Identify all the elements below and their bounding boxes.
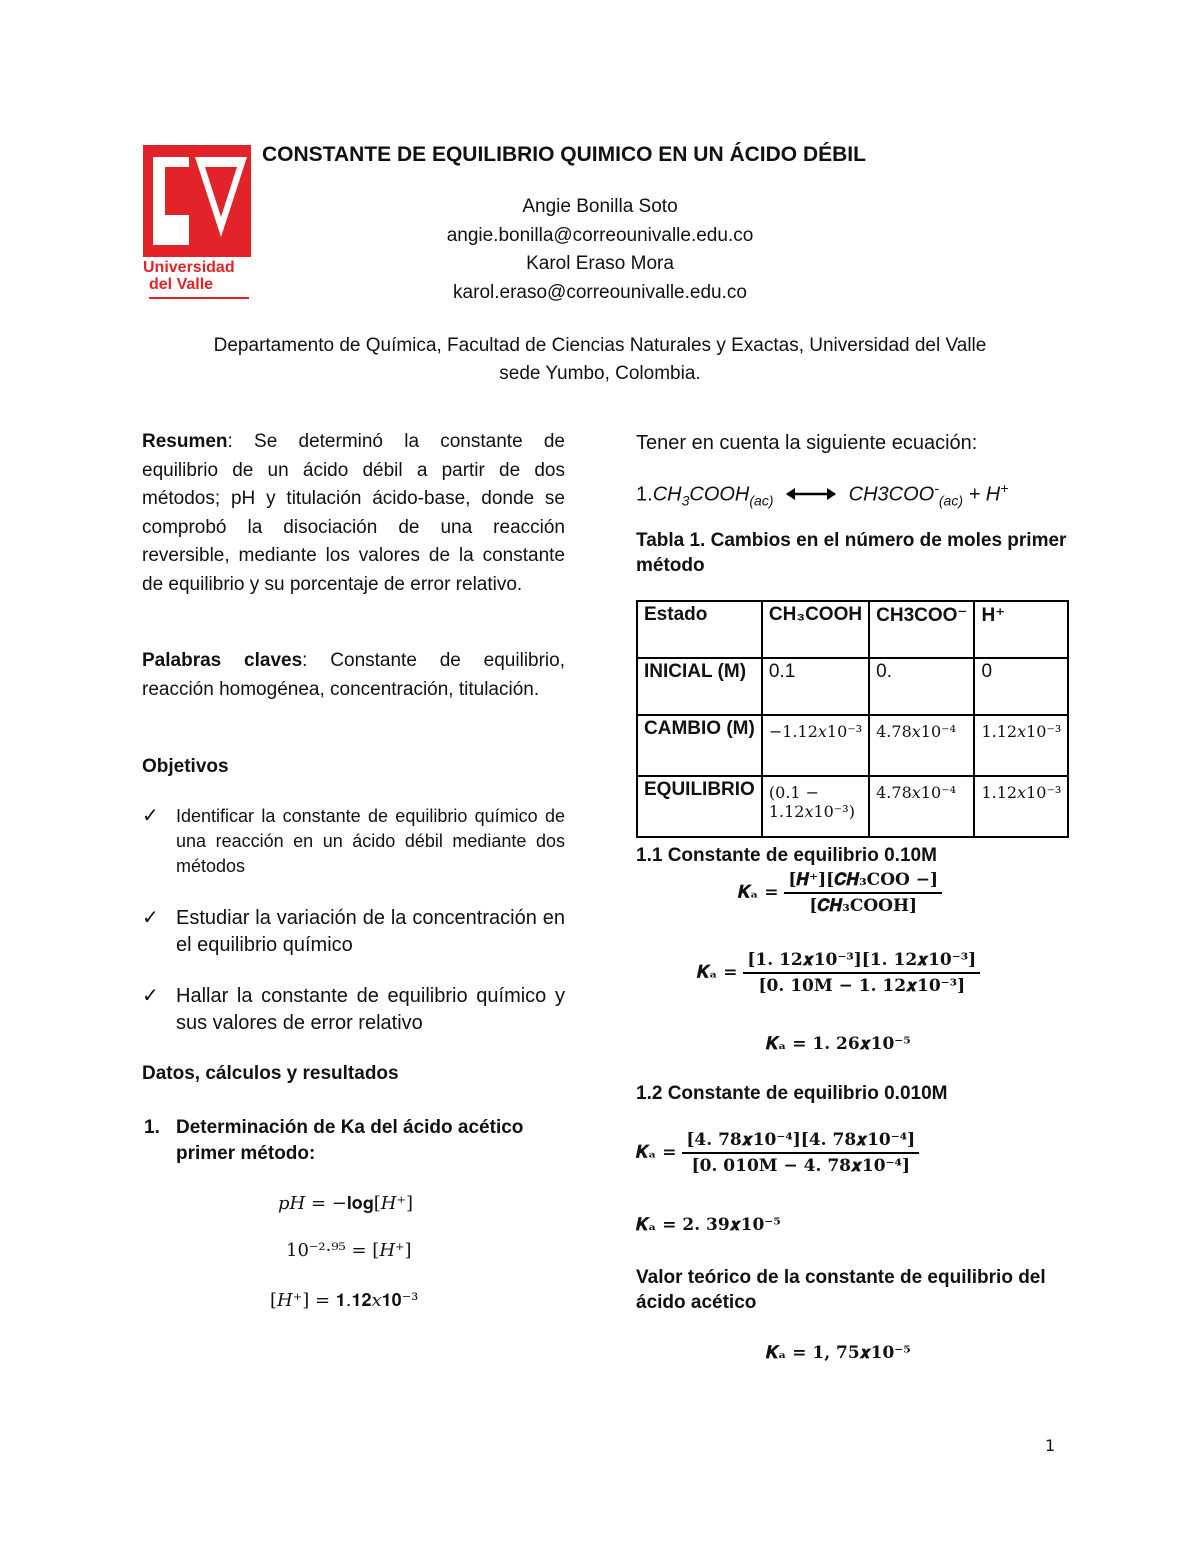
affiliation-line2: sede Yumbo, Colombia. [499,363,701,384]
reactant-rest: COOH [689,483,750,506]
theoretical-ka: 𝑲ₐ = 𝟏, 𝟕𝟓𝒙𝟏𝟎⁻⁵ [766,1343,911,1363]
table-header-cell: CH₃COOH [762,601,869,658]
result-ka-01m: 𝑲ₐ = 𝟏. 𝟐𝟔𝒙𝟏𝟎⁻⁵ [766,1034,911,1054]
equilibrium-arrow-icon [779,484,843,507]
document-title: CONSTANTE DE EQUILIBRIO QUIMICO EN UN ÁCIDO DÉBIL [262,143,866,166]
objectives-heading: Objetivos [142,756,229,777]
table-cell: 0 [974,658,1068,715]
logo-text-line2: del Valle [149,276,214,293]
table-cell: 4.78𝑥10⁻⁴ [869,715,974,776]
abstract [142,428,565,600]
author-1-name: Angie Bonilla Soto [522,196,678,217]
table-cell: 4.78𝑥10⁻⁴ [869,776,974,837]
product-h: + H [968,483,1001,506]
author-2-email: karol.eraso@correounivalle.edu.co [453,282,747,304]
product-state: (ac) [938,492,963,509]
table-header-cell: H⁺ [974,601,1068,658]
fraction-denominator: [𝑪𝑯₃𝐂𝐎𝐎𝐇] [809,896,918,916]
formula-lhs: 𝑲ₐ = [738,882,779,903]
abstract-text: : Se determinó la constante de equilibrio de un ácido débil a partir de dos métodos; pH y titulación ácido-base, donde se comprobó la disociación de una reacción reversible, mediante los valores de la constante de equilibrio y su porcentaje de error relativo. [142,431,565,595]
table-header-row [637,601,1068,658]
formula-lhs: 𝑲ₐ = [697,962,738,983]
logo-underline [149,297,249,299]
table-cell: INICIAL (M) [637,658,762,715]
section-1-heading [142,1115,565,1167]
table-cell: 0. [869,658,974,715]
result-ka-001m: 𝑲ₐ = 𝟐. 𝟑𝟗𝒙𝟏𝟎⁻⁵ [636,1215,781,1235]
reactant-state: (ac) [749,492,774,509]
section-1-1-title: 1.1 Constante de equilibrio 0.10M [636,845,937,866]
table-header-cell: CH3COO⁻ [869,601,974,658]
checkmark-icon: ✓ [142,805,159,827]
section-1-2-title: 1.2 Constante de equilibrio 0.010M [636,1083,948,1104]
section-1-number: 1. [144,1117,160,1138]
keywords [142,647,565,704]
equation-intro: Tener en cuenta la siguiente ecuación: [636,432,978,454]
product-charge: - [934,480,939,496]
author-2-name: Karol Eraso Mora [526,253,674,275]
table-cell: −1.12𝑥10⁻³ [762,715,869,776]
checkmark-icon: ✓ [142,985,159,1007]
product-acetate: CH3COO [848,483,935,506]
reactant-sub: 3 [681,492,690,509]
table-cell: (0.1 − 1.12𝑥10⁻³) [762,776,869,837]
keywords-label: Palabras claves [142,650,303,671]
formula-ka-01m [697,950,980,996]
fraction-numerator: [𝑯⁺][𝑪𝑯₃𝐂𝐎𝐎 −] [784,870,942,894]
theoretical-value-title: Valor teórico de la constante de equilibrio del ácido acético [636,1267,1046,1313]
table-cell: 1.12𝑥10⁻³ [974,776,1068,837]
university-logo [143,145,253,305]
table-cell: EQUILIBRIO [637,776,762,837]
fraction [784,870,942,916]
objective-text-2: Estudiar la variación de la concentración en el equilibrio químico [176,907,565,956]
author-1-email: angie.bonilla@correounivalle.edu.co [446,224,754,246]
fraction-denominator: [𝟎. 𝟎𝟏𝟎𝐌 − 𝟒. 𝟕𝟖𝒙𝟏𝟎⁻⁴] [691,1156,911,1176]
product-h-charge: + [1000,480,1009,496]
reactant-ch: CH [652,483,682,506]
results-heading: Datos, cálculos y resultados [142,1063,399,1084]
equation-antilog: 10⁻²·⁹⁵ = [𝐻⁺] [286,1240,412,1261]
objective-item-2 [142,905,565,965]
equation-ph: 𝑝𝐻 = −𝐥𝐨𝐠[𝐻⁺] [278,1193,413,1214]
checkmark-icon: ✓ [142,907,159,929]
logo-text-line1: Universidad [143,259,235,276]
fraction [682,1130,919,1176]
page-number: 1 [1045,1436,1056,1455]
abstract-label: Resumen [142,431,228,452]
table-cell: CAMBIO (M) [637,715,762,776]
fraction [743,950,980,996]
table-header-cell: Estado [637,601,762,658]
table-caption: Tabla 1. Cambios en el número de moles primer método [636,530,1067,576]
objective-item-1 [142,804,565,876]
fraction-denominator: [𝟎. 𝟏𝟎𝐌 − 𝟏. 𝟏𝟐𝒙𝟏𝟎⁻³] [758,976,966,996]
reaction-equation [636,480,1068,509]
objective-text-1: Identificar la constante de equilibrio químico de una reacción en un ácido débil mediante dos métodos [176,806,565,876]
table-row [637,658,1068,715]
reaction-number: 1. [636,483,653,506]
keywords-text: : Constante de equilibrio, reacción homogénea, concentración, titulación. [142,650,565,700]
table-row [637,776,1068,837]
objective-text-3: Hallar la constante de equilibrio químico y sus valores de error relativo [176,985,565,1034]
table-cell: 0.1 [762,658,869,715]
section-1-title: Determinación de Ka del ácido acético primer método: [176,1117,524,1164]
formula-lhs: 𝑲ₐ = [636,1142,677,1163]
affiliation-line1: Departamento de Química, Facultad de Ciencias Naturales y Exactas, Universidad del Valle [213,335,987,356]
moles-table [636,600,1069,838]
affiliation [130,332,1070,388]
objective-item-3 [142,983,565,1043]
table-cell: 1.12𝑥10⁻³ [974,715,1068,776]
equation-h-concentration: [𝐻⁺] = 𝟏.𝟏𝟐𝑥𝟏𝟎⁻³ [270,1290,419,1311]
fraction-numerator: [𝟒. 𝟕𝟖𝒙𝟏𝟎⁻⁴][𝟒. 𝟕𝟖𝒙𝟏𝟎⁻⁴] [682,1130,919,1154]
table-row [637,715,1068,776]
formula-ka-001m [636,1130,919,1176]
fraction-numerator: [𝟏. 𝟏𝟐𝒙𝟏𝟎⁻³][𝟏. 𝟏𝟐𝒙𝟏𝟎⁻³] [743,950,980,974]
authors-block [350,193,850,308]
formula-ka-definition [738,870,942,916]
